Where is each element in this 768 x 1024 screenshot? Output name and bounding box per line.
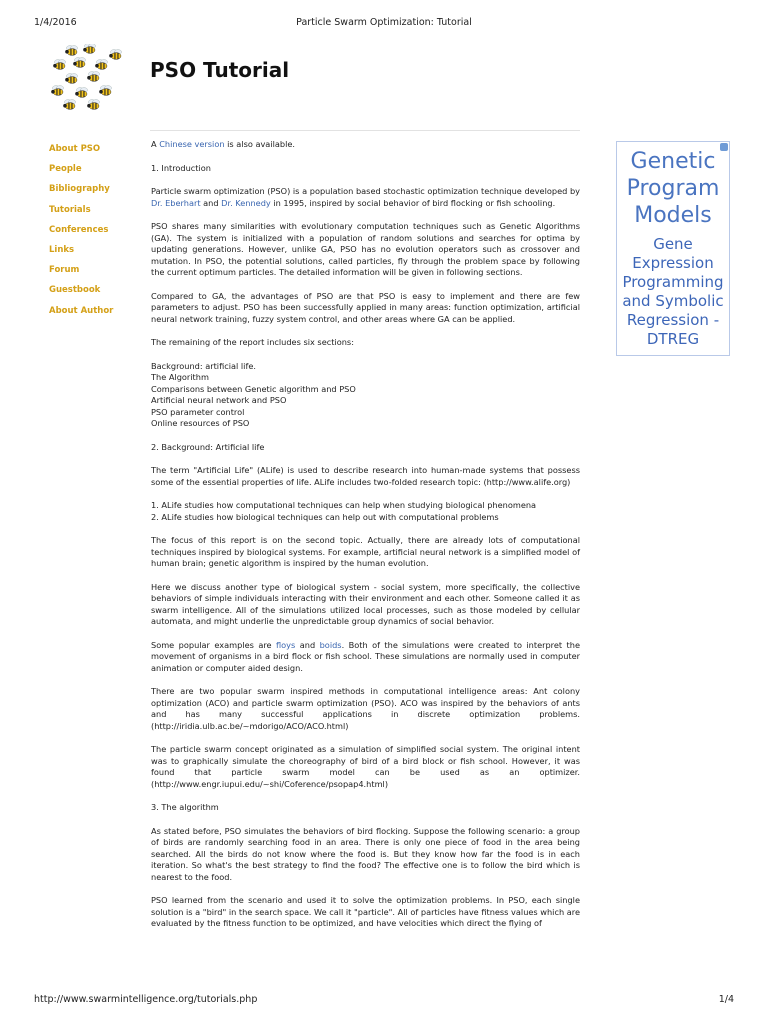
algorithm-paragraph-2: PSO learned from the scenario and used it to solve the optimization problems. In PSO, each single solution is a "bird" in the search space. We call it "particle". All of particles have fitness values which are evaluated by the fitness function to be optimized, and have velocities which direct the flying of <box>151 895 580 928</box>
sections-list <box>151 361 580 430</box>
intro-text-pre: A <box>151 139 160 149</box>
intro-paragraph-1 <box>151 186 580 209</box>
alife-paragraph-5: There are two popular swarm inspired methods in computational intelligence areas: Ant colony optimization (ACO) and particle swarm optimization (PSO). ACO was inspired by the behaviors of ants and has many successful applications in discrete optimization problems. (http://iridia.ulb.ac.be/~mdorigo/ACO/ACO.html) <box>151 686 580 731</box>
list-item: Comparisons between Genetic algorithm and PSO <box>151 383 356 394</box>
section-1-heading: 1. Introduction <box>151 162 211 173</box>
title-divider <box>150 130 580 131</box>
algorithm-paragraph-1: As stated before, PSO simulates the behaviors of bird flocking. Suppose the following scenario: a group of birds are randomly searching food in an area. There is only one piece of food in the area being searched. All the birds do not know where the food is. But they know how far the food is in each iteration. So what's the best strategy to find the food? The effective one is to follow the bird which is nearest to the food. <box>151 825 580 882</box>
boids-link[interactable]: boids <box>319 639 342 650</box>
list-item: Background: artificial life. <box>151 360 256 371</box>
p1-text-post: in 1995, inspired by social behavior of bird flocking or fish schooling. <box>270 197 556 208</box>
alife-paragraph-1: The term "Artificial Life" (ALife) is used to describe research into human-made systems that possess some of the essential properties of life. ALife includes two-folded research topic: (http://www.alife.org) <box>151 465 580 487</box>
print-header <box>34 17 734 31</box>
floys-link[interactable]: floys <box>276 639 296 650</box>
alife-paragraph-2: The focus of this report is on the second topic. Actually, there are already lots of computational techniques inspired by biological systems. For example, artificial neural network is a simplified model of human brain; genetic algorithm is inspired by the human evolution. <box>151 535 580 568</box>
section-2-heading: 2. Background: Artificial life <box>151 441 265 452</box>
intro-paragraph-4: The remaining of the report includes six sections: <box>151 337 354 347</box>
nav-forum[interactable]: Forum <box>49 265 80 276</box>
section-3-heading: 3. The algorithm <box>151 802 219 812</box>
print-date: 1/4/2016 <box>34 17 77 28</box>
alife-paragraph-4 <box>151 640 580 675</box>
intro-paragraph-3: Compared to GA, the advantages of PSO are that PSO is easy to implement and there are few parameters to adjust. PSO has been successfully applied in many areas: function optimization, artificial neural network training, fuzzy system control, and other areas where GA can be applied. <box>151 290 580 324</box>
intro-text-post: is also available. <box>224 139 296 149</box>
print-url: http://www.swarmintelligence.org/tutorials.php <box>34 994 258 1005</box>
chinese-version-note <box>151 139 580 151</box>
chinese-version-link[interactable]: Chinese version <box>159 139 225 149</box>
list-item: Artificial neural network and PSO <box>151 395 287 405</box>
nav-tutorials[interactable]: Tutorials <box>49 204 91 215</box>
p1-text-pre: Particle swarm optimization (PSO) is a population based stochastic optimization technique developed by <box>151 186 580 196</box>
nav-people[interactable]: People <box>49 164 82 175</box>
list-item: 1. ALife studies how computational techniques can help when studying biological phenomena <box>151 500 537 510</box>
p1-text-mid: and <box>200 197 222 208</box>
print-footer <box>34 994 734 1008</box>
adchoices-icon[interactable] <box>720 143 728 151</box>
alife-paragraph-3: Here we discuss another type of biological system - social system, more specifically, the collective behaviors of simple individuals interacting with their environment and each other. Someone called it as swarm intelligence. All of the simulations utilized local processes, such as those modeled by cellular automata, and might underlie the unpredictable group dynamics of social behavior. <box>151 581 580 626</box>
nav-about-pso[interactable]: About PSO <box>49 144 101 154</box>
site-title: PSO Tutorial <box>150 58 290 82</box>
list-item: Online resources of PSO <box>151 418 250 428</box>
list-item: PSO parameter control <box>151 406 245 417</box>
nav-bibliography[interactable]: Bibliography <box>49 184 110 195</box>
ad-banner[interactable] <box>616 141 730 356</box>
p4-text-pre: Some popular examples are <box>151 639 277 650</box>
print-page-title: Particle Swarm Optimization: Tutorial <box>296 17 472 28</box>
print-page-number: 1/4 <box>718 994 734 1005</box>
alife-list <box>151 500 580 523</box>
p4-text-mid: and <box>295 639 320 650</box>
nav-links[interactable]: Links <box>49 244 75 255</box>
nav-guestbook[interactable]: Guestbook <box>49 285 101 296</box>
eberhart-link[interactable]: Dr. Eberhart <box>151 197 201 208</box>
bees-logo-graphic <box>50 44 126 114</box>
ad-body[interactable]: Gene Expression Programming and Symbolic Regression - DTREG <box>622 235 724 348</box>
article-content <box>151 139 580 942</box>
ad-title[interactable]: Genetic Program Models <box>626 149 720 228</box>
bees-logo <box>50 44 126 114</box>
kennedy-link[interactable]: Dr. Kennedy <box>221 197 271 208</box>
sidebar-nav <box>49 144 144 326</box>
p4-text-post: . Both of the simulations were created to interpret the movement of organisms in a bird flock or fish school. These simulations are normally used in computer animation or computer aided design. <box>151 639 580 673</box>
intro-paragraph-2: PSO shares many similarities with evolutionary computation techniques such as Genetic Algorithms (GA). The system is initialized with a population of random solutions and searches for optima by updating generations. However, unlike GA, PSO has no evolution operators such as crossover and mutation. In PSO, the potential solutions, called particles, fly through the problem space by following the current optimum particles. The detailed information will be given in following sections. <box>151 221 580 277</box>
list-item: 2. ALife studies how biological techniques can help out with computational problems <box>151 511 499 522</box>
nav-about-author[interactable]: About Author <box>49 305 114 316</box>
alife-paragraph-6: The particle swarm concept originated as a simulation of simplified social system. The original intent was to graphically simulate the choreography of bird of a bird block or fish school. However, it was found that particle swarm model can be used as an optimizer. (http://www.engr.iupui.edu/~shi/Coference/psopap4.html) <box>151 744 580 789</box>
nav-conferences[interactable]: Conferences <box>49 224 109 235</box>
list-item: The Algorithm <box>151 372 209 382</box>
